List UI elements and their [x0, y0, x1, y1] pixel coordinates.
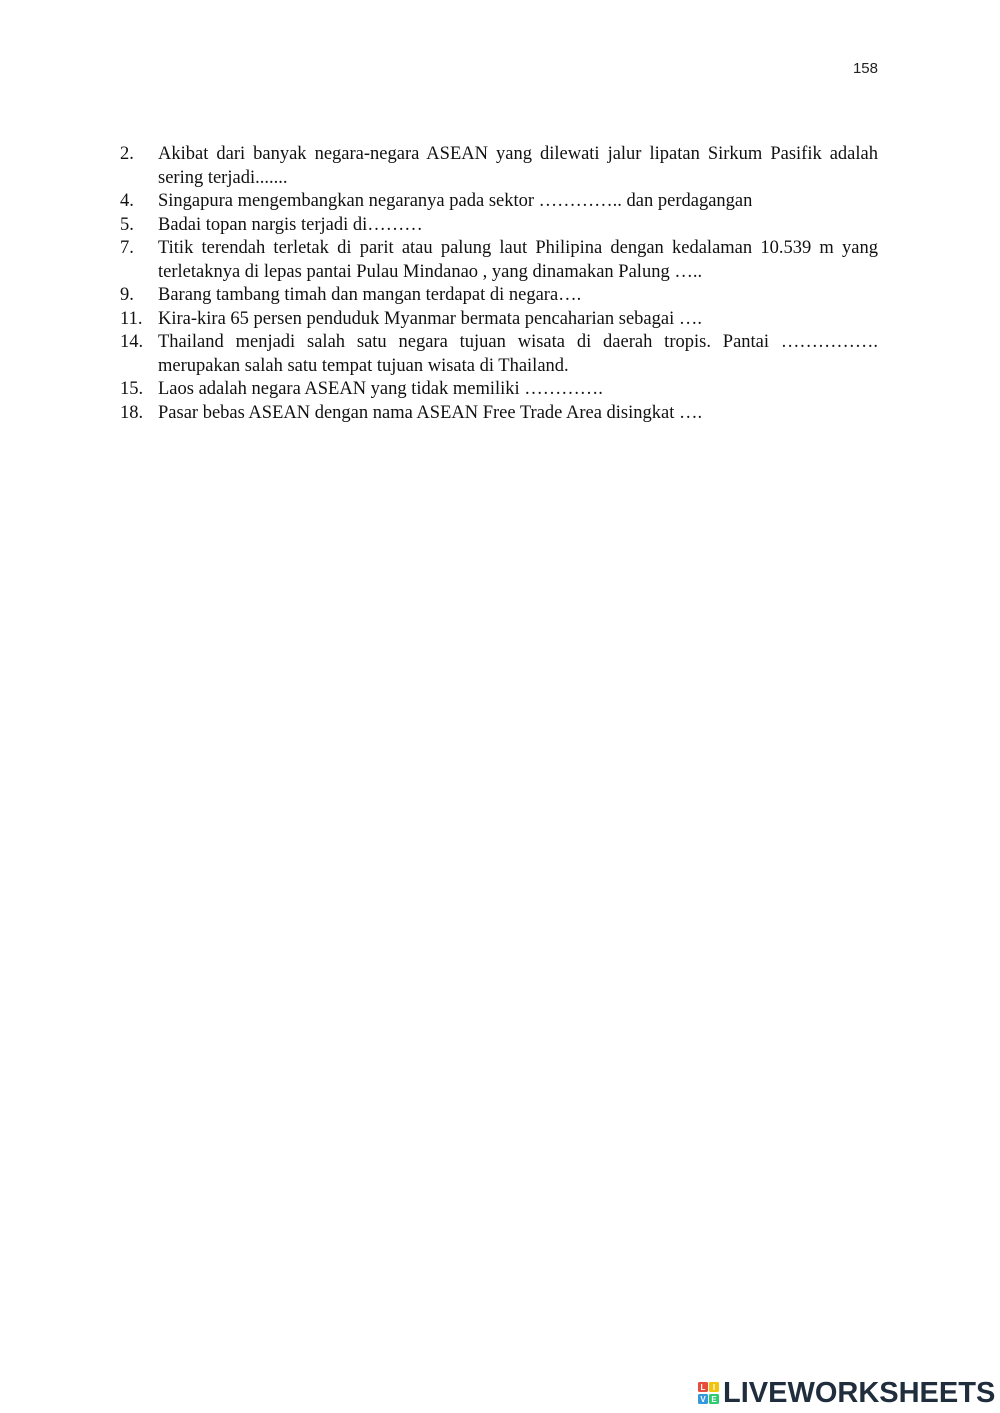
question-list: [120, 143, 878, 425]
question-number: 9.: [120, 285, 134, 305]
logo-text: LIVEWORKSHEETS: [723, 1376, 996, 1409]
question-number: 2.: [120, 144, 134, 164]
liveworksheets-logo: [698, 1375, 995, 1411]
question-number: 7.: [120, 238, 134, 258]
question-text: Badai topan nargis terjadi di………: [158, 214, 423, 235]
question-text: Laos adalah negara ASEAN yang tidak memiliki ………….: [158, 379, 603, 399]
question-number: 14.: [120, 332, 144, 352]
question-text: Singapura mengembangkan negaranya pada sektor ………….. dan perdagangan: [158, 191, 753, 211]
question-item: [120, 143, 878, 190]
liveworksheets-logo-icon: [698, 1381, 720, 1405]
question-number: 4.: [120, 191, 134, 211]
question-number: 15.: [120, 379, 144, 399]
question-item: [120, 284, 878, 308]
question-item: [120, 190, 878, 214]
logo-letter: I: [712, 1383, 716, 1392]
logo-letter: L: [700, 1383, 706, 1392]
logo-letter: E: [711, 1395, 717, 1404]
question-text: Kira-kira 65 persen penduduk Myanmar bermata pencaharian sebagai ….: [158, 308, 702, 329]
question-text: Titik terendah terletak di parit atau palung laut Philipina dengan kedalaman 10.539 m yang terletaknya di lepas pantai Pulau Mindanao , yang dinamakan Palung …..: [158, 238, 878, 282]
logo-letter: V: [700, 1395, 706, 1404]
question-item: [120, 214, 878, 238]
question-text: Akibat dari banyak negara-negara ASEAN yang dilewati jalur lipatan Sirkum Pasifik adalah sering terjadi.......: [158, 144, 878, 188]
question-item: [120, 308, 878, 332]
question-item: [120, 378, 878, 402]
question-text: Barang tambang timah dan mangan terdapat di negara….: [158, 285, 582, 305]
question-text: Pasar bebas ASEAN dengan nama ASEAN Free Trade Area disingkat ….: [158, 402, 703, 423]
page-number: 158: [852, 60, 878, 77]
question-text: Thailand menjadi salah satu negara tujuan wisata di daerah tropis. Pantai ……………. merupakan salah satu tempat tujuan wisata di Thailand.: [158, 332, 878, 376]
question-number: 18.: [120, 402, 144, 423]
question-item: [120, 402, 878, 426]
question-item: [120, 237, 878, 284]
question-number: 11.: [120, 308, 143, 329]
question-item: [120, 331, 878, 378]
question-number: 5.: [120, 214, 134, 235]
